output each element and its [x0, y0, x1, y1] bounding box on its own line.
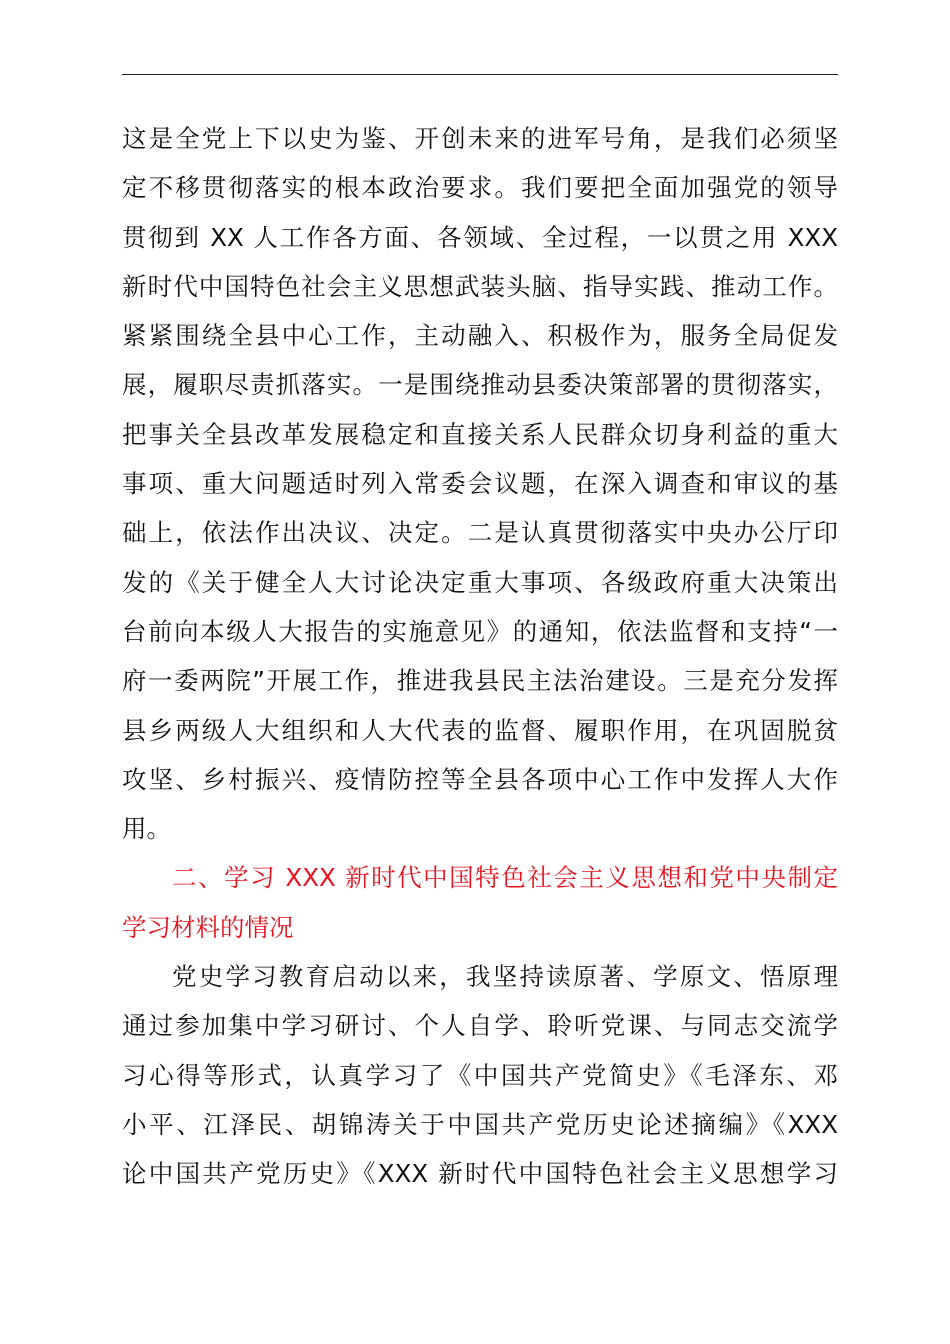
- heading-line: 学习材料的情况: [122, 912, 294, 942]
- heading-line: 二、学习 XXX 新时代中国特色社会主义思想和党中央制定: [172, 863, 838, 893]
- paragraph-1: [122, 114, 838, 853]
- text-line: 定不移贯彻落实的根本政治要求。我们要把全面加强党的领导: [122, 173, 838, 203]
- paragraph-2: [122, 952, 838, 1198]
- text-line: 用。: [122, 814, 171, 844]
- section-heading: [122, 853, 838, 952]
- text-line: 论中国共产党历史》《XXX 新时代中国特色社会主义思想学习: [122, 1159, 838, 1189]
- text-line: 事项、重大问题适时列入常委会议题，在深入调查和审议的基: [122, 469, 838, 499]
- text-line: 通过参加集中学习研讨、个人自学、聆听党课、与同志交流学: [122, 1011, 838, 1041]
- text-line: 发的《关于健全人大讨论决定重大事项、各级政府重大决策出: [122, 567, 838, 597]
- text-line: 攻坚、乡村振兴、疫情防控等全县各项中心工作中发挥人大作: [122, 764, 838, 794]
- text-line: 府一委两院”开展工作，推进我县民主法治建设。三是充分发挥: [122, 666, 838, 696]
- text-line: 展，履职尽责抓落实。一是围绕推动县委决策部署的贯彻落实，: [122, 370, 838, 400]
- text-line: 党史学习教育启动以来，我坚持读原著、学原文、悟原理: [172, 962, 838, 992]
- text-line: 新时代中国特色社会主义思想武装头脑、指导实践、推动工作。: [122, 271, 838, 301]
- text-line: 贯彻到 XX 人工作各方面、各领域、全过程，一以贯之用 XXX: [122, 222, 838, 252]
- document-body: [122, 114, 838, 1199]
- text-line: 把事关全县改革发展稳定和直接关系人民群众切身利益的重大: [122, 419, 838, 449]
- text-line: 习心得等形式，认真学习了《中国共产党简史》《毛泽东、邓: [122, 1060, 838, 1090]
- text-line: 紧紧围绕全县中心工作，主动融入、积极作为，服务全局促发: [122, 321, 838, 351]
- text-line: 这是全党上下以史为鉴、开创未来的进军号角，是我们必须坚: [122, 124, 838, 153]
- text-line: 础上，依法作出决议、决定。二是认真贯彻落实中央办公厅印: [122, 518, 838, 548]
- header-rule: [122, 74, 838, 75]
- text-line: 县乡两级人大组织和人大代表的监督、履职作用，在巩固脱贫: [122, 715, 838, 745]
- text-line: 台前向本级人大报告的实施意见》的通知，依法监督和支持“一: [122, 616, 838, 646]
- text-line: 小平、江泽民、胡锦涛关于中国共产党历史论述摘编》《XXX: [122, 1109, 838, 1139]
